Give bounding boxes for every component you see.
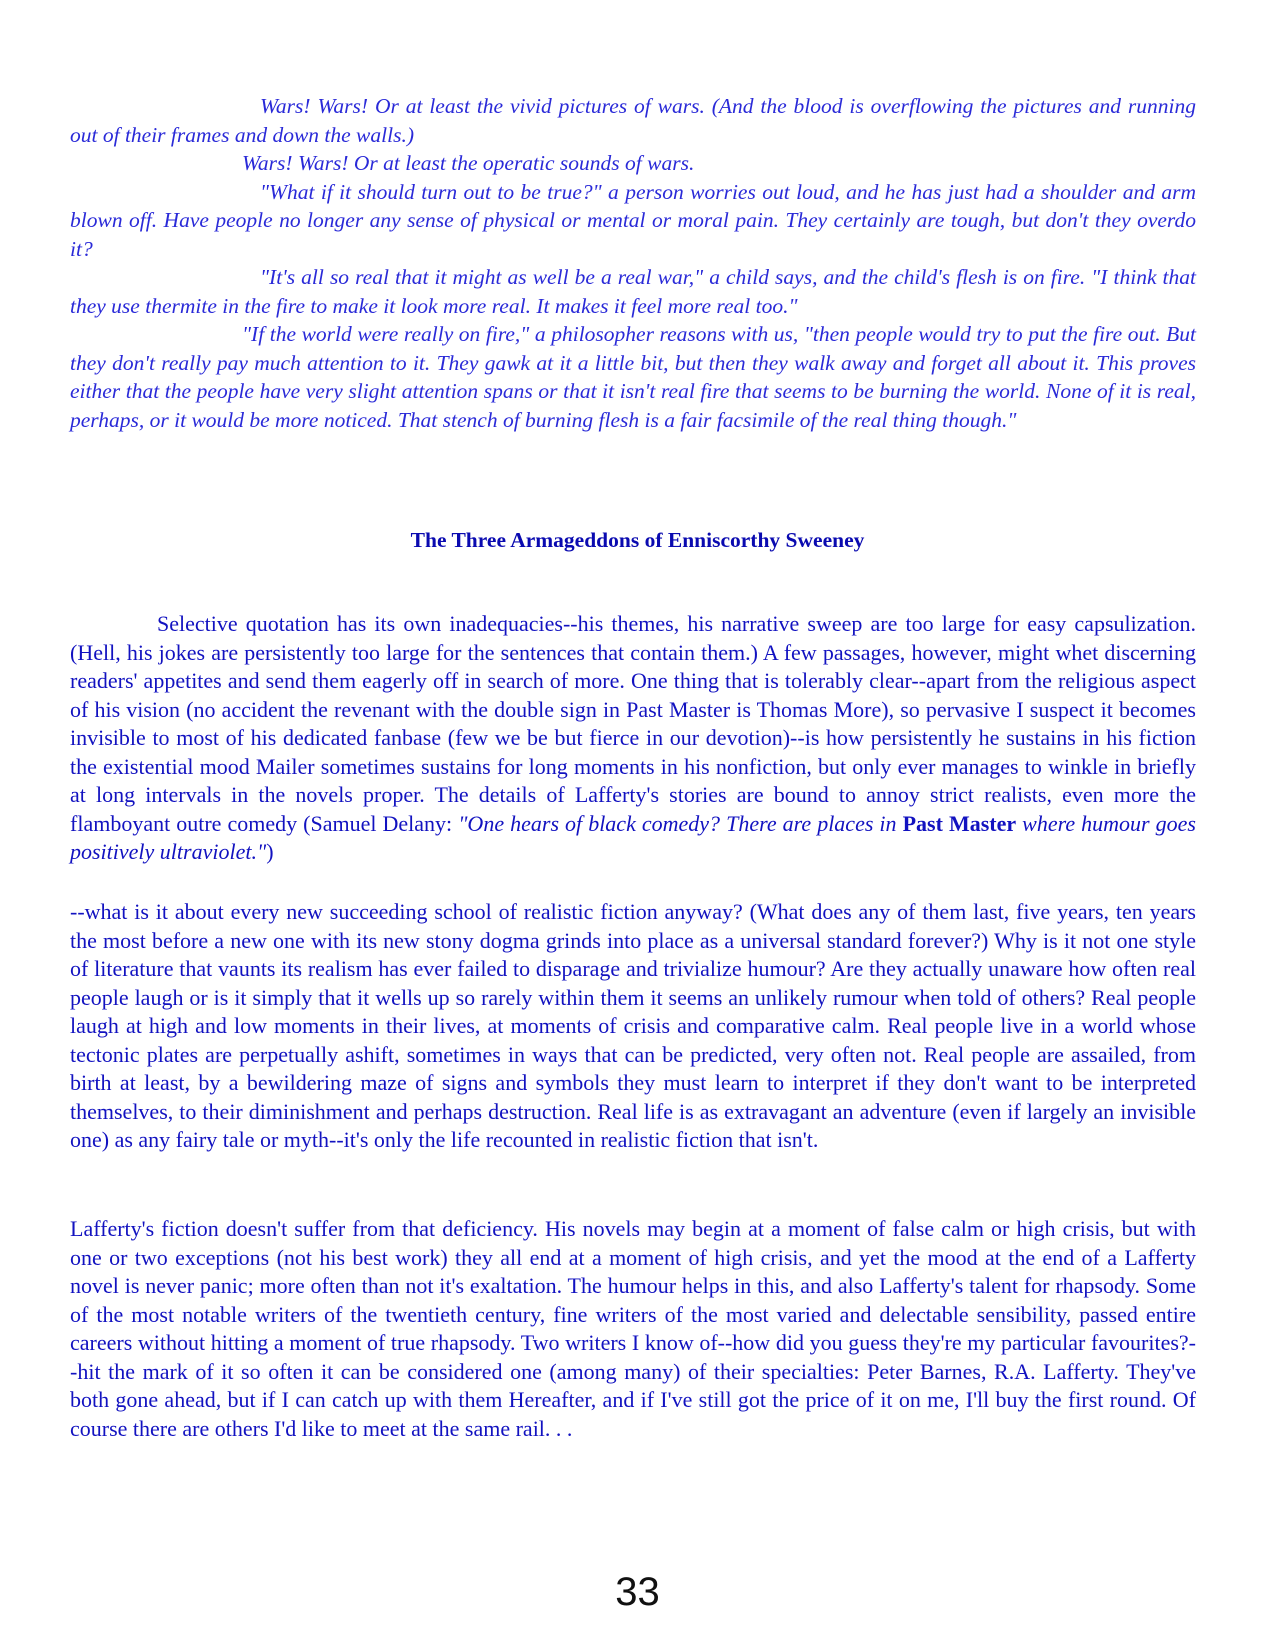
section-title: The Three Armageddons of Enniscorthy Sweeney (410, 528, 865, 552)
quote-paragraph: "It's all so real that it might as well be a real war," a child says, and the child's flesh is on fire. "I think that they use thermite in the fire to make it look more real. It makes it feel more real too." (70, 265, 1196, 318)
delany-quote-end: where humour goes positively ultraviolet." (70, 810, 1196, 864)
body-paragraph: --what is it about every new succeeding school of realistic fiction anyway? (What does any of them last, five years, ten years the most before a new one with its new stony dogma grinds into place as a universal standard forever?) Why is it not one style of literature that vaunts its realism has ever failed to disparage and trivialize humour? Are they actually unaware how often real people laugh or is it simply that it wells up so rarely within them it seems an unlikely rumour when told of others? Real people laugh at high and low moments in their lives, at moments of crisis and comparative calm. Real people live in a world whose tectonic plates are perpetually ashift, sometimes in ways that can be predicted, very often not. Real people are assailed, from birth at least, by a bewildering maze of signs and symbols they must learn to interpret if they don't want to be interpreted themselves, to their diminishment and perhaps destruction. Real life is as extravagant an adventure (even if largely an invisible one) as any fairy tale or myth--it's only the life recounted in realistic fiction that isn't. (70, 899, 1196, 1152)
body-paragraph: Lafferty's fiction doesn't suffer from that deficiency. His novels may begin at a moment of false calm or high crisis, but with one or two exceptions (not his best work) they all end at a moment of high crisis, and yet the mood at the end of a Lafferty novel is never panic; more often than not it's exaltation. The humour helps in this, and also Lafferty's talent for rhapsody. Some of the most notable writers of the twentieth century, fine writers of the most varied and delectable sensibility, passed entire careers without hitting a moment of true rhapsody. Two writers I know of--how did you guess they're my particular favourites?--hit the mark of it so often it can be considered one (among many) of their specialties: Peter Barnes, R.A. Lafferty. They've both gone ahead, but if I can catch up with them Hereafter, and if I've still got the price of it on me, I'll buy the first round. Of course there are others I'd like to meet at the same rail. . . (70, 1216, 1196, 1441)
body-text: Selective quotation has its own inadequacies--his themes, his narrative sweep are too large for easy capsulization. (Hell, his jokes are persistently too large for the sentences that contain them.) A few passages, however, might whet discerning readers' appetites and send them eagerly off in search of more. One thing that is tolerably clear--apart from the religious aspect of his vision (no accident the revenant with the double sign in Past Master is Thomas More), so pervasive I suspect it becomes invisible to most of his dedicated fanbase (few we be but fierce in our devotion)--is how persistently he sustains in his fiction the existential mood Mailer sometimes sustains for long moments in his nonfiction, but only ever manages to winkle in briefly at long intervals in the novels proper. The details of Lafferty's stories are bound to annoy strict realists, even more the flamboyant outre comedy (Samuel Delany: (70, 611, 1196, 836)
book-title: Past Master (902, 810, 1017, 836)
quotation-block (70, 92, 1196, 434)
delany-quote-start: "One hears of black comedy? There are places in (458, 810, 903, 836)
page-number: 33 (615, 1570, 660, 1614)
quote-paragraph: "If the world were really on fire," a philosopher reasons with us, "then people would try to put the fire out. But they don't really pay much attention to it. They gawk at it a little bit, but then they walk away and forget all about it. This proves either that the people have very slight attention spans or that it isn't real fire that seems to be burning the world. None of it is real, perhaps, or it would be more noticed. That stench of burning flesh is a fair facsimile of the real thing though." (70, 322, 1196, 432)
body-text-end: ) (266, 839, 274, 864)
quote-paragraph: Wars! Wars! Or at least the operatic sounds of wars. (242, 151, 695, 175)
quote-paragraph: "What if it should turn out to be true?" a person worries out loud, and he has just had a shoulder and arm blown off. Have people no longer any sense of physical or mental or moral pain. They certainly are tough, but don't they overdo it? (70, 179, 1196, 261)
quote-paragraph: Wars! Wars! Or at least the vivid pictures of wars. (And the blood is overflowing the pictures and running out of their frames and down the walls.) (70, 94, 1196, 147)
body-paragraph (70, 610, 1196, 867)
